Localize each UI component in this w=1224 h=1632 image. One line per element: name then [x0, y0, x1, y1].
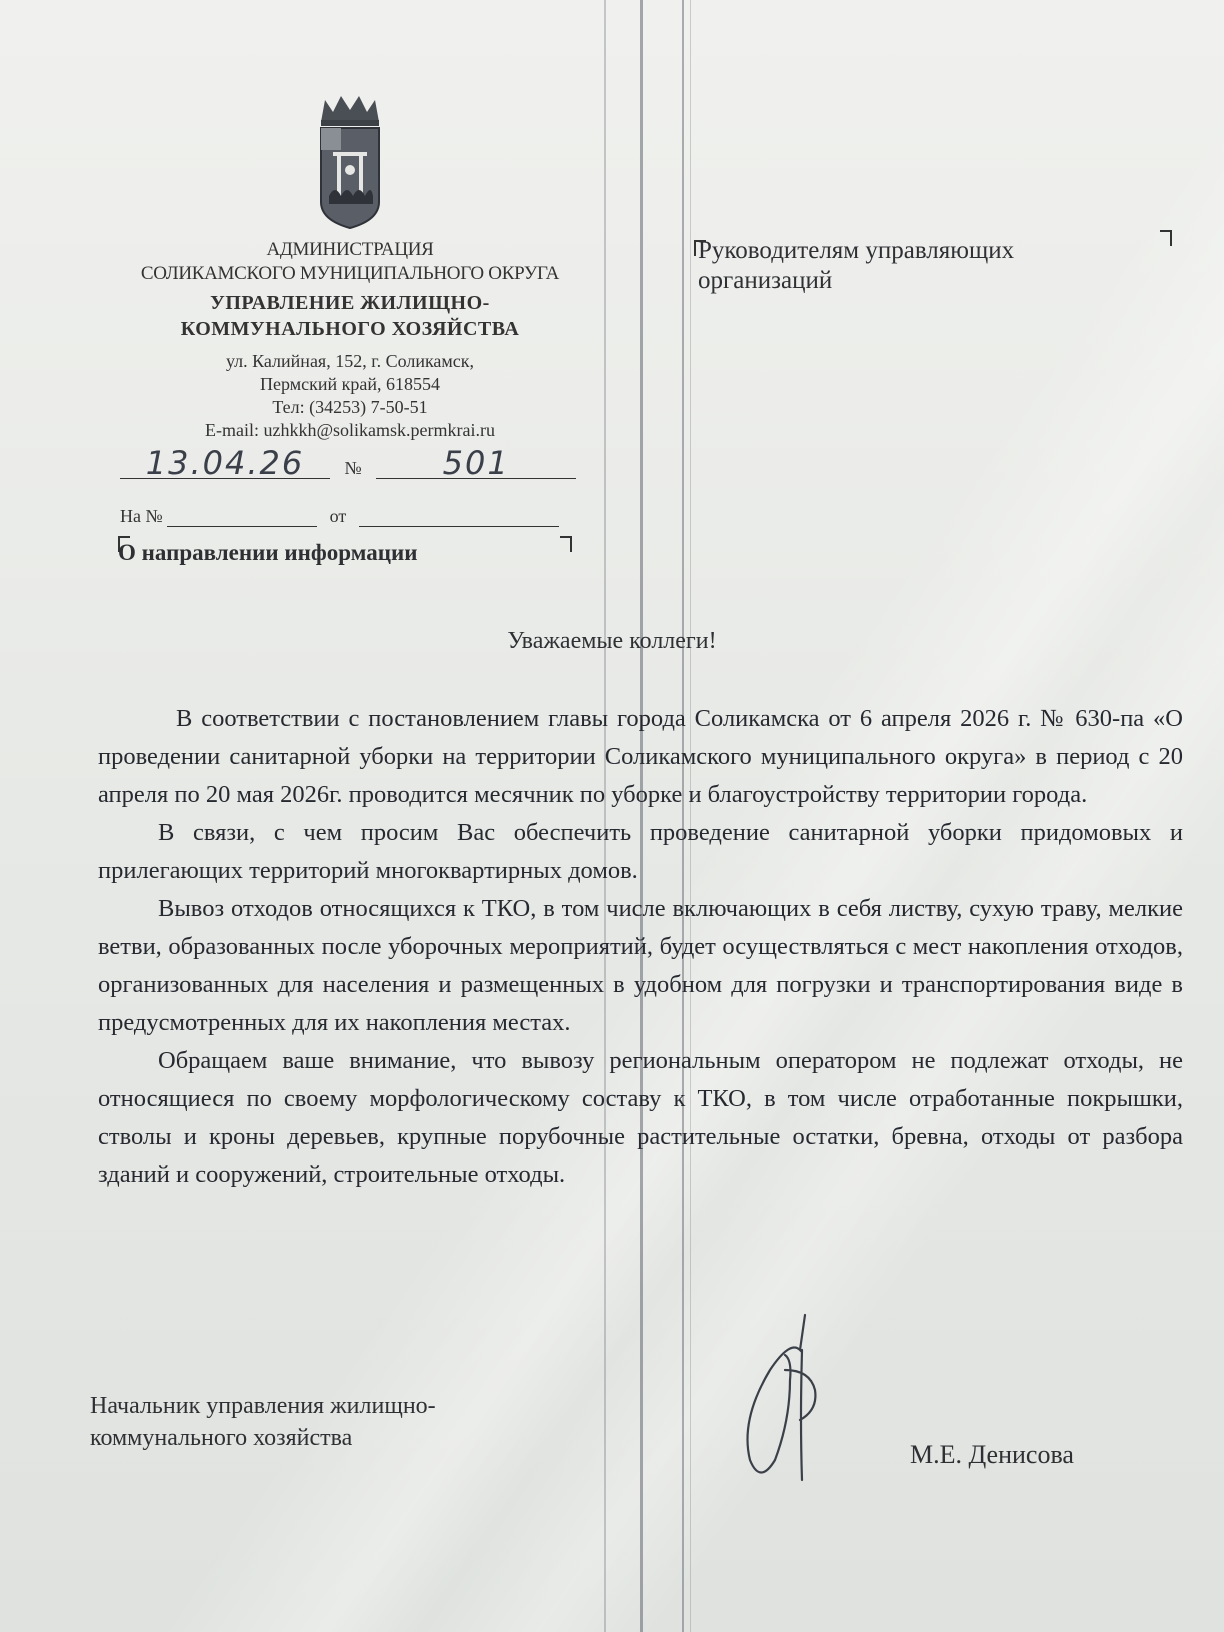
signer-title-line1: Начальник управления жилищно- — [90, 1393, 436, 1419]
signer-title — [90, 1390, 436, 1454]
coat-of-arms-icon — [315, 92, 385, 232]
body-paragraph: В соответствии с постановлением главы города Соликамска от 6 апреля 2026 г. № 630-па «О проведении санитарной уборки на территории Соликамского муниципального округа» в период с 20 апреля по 20 мая 2026г. проводится месячник по уборке и благоустройству территории города. — [98, 705, 1183, 808]
registration-date-line — [120, 444, 576, 482]
greeting: Уважаемые коллеги! — [507, 628, 717, 654]
org-name-line1: АДМИНИСТРАЦИЯ — [266, 239, 434, 260]
address-line1: ул. Калийная, 152, г. Соликамск, — [225, 351, 475, 371]
address-line2: Пермский край, 618554 — [260, 374, 440, 394]
signer-name: М.Е. Денисова — [910, 1440, 1074, 1469]
email: E-mail: uzhkkh@solikamsk.permkrai.ru — [204, 420, 495, 440]
registration-number: 501 — [376, 448, 576, 479]
body-paragraph: В связи, с чем просим Вас обеспечить проведение санитарной уборки придомовых и прилегающих территорий многоквартирных домов. — [98, 819, 1183, 884]
reference-number-blank — [167, 506, 317, 527]
phone: Тел: (34253) 7-50-51 — [272, 397, 428, 417]
number-label: № — [344, 458, 362, 478]
signer-title-line2: коммунального хозяйства — [90, 1425, 353, 1451]
handwritten-signature — [730, 1310, 840, 1490]
letterhead — [110, 92, 590, 442]
reference-label: На № — [120, 506, 163, 526]
registration-date: 13.04.26 — [120, 448, 330, 479]
dept-name-line2: КОММУНАЛЬНОГО ХОЗЯЙСТВА — [180, 318, 520, 340]
body-paragraph: Вывоз отходов относящихся к ТКО, в том числе включающих в себя листву, сухую траву, мелкие ветви, образованных после уборочных мероприятий, будет осуществляться с мест накопления отходов, организованных для населения и размещенных в удобном для погрузки и транспортирования виде в предусмотренных для их накопления местах. — [98, 895, 1183, 1036]
recipient-corner-right — [1160, 230, 1172, 246]
org-name-line2: СОЛИКАМСКОГО МУНИЦИПАЛЬНОГО ОКРУГА — [140, 263, 560, 284]
reference-from-label: от — [329, 506, 347, 526]
recipient: Руководителям управляющих организаций — [698, 237, 1015, 294]
letter-subject: О направлении информации — [118, 540, 418, 565]
body-paragraph: Обращаем ваше внимание, что вывозу региональным оператором не подлежат отходы, не относящиеся по своему морфологическому составу к ТКО, в том числе отработанные покрышки, стволы и кроны деревьев, крупные порубочные растительные остатки, бревна, отходы от разбора зданий и сооружений, строительные отходы. — [98, 1047, 1183, 1188]
dept-name-line1: УПРАВЛЕНИЕ ЖИЛИЩНО- — [210, 292, 490, 314]
letter-body — [98, 700, 1183, 1194]
subject-corner-right — [560, 536, 572, 552]
reference-line — [120, 506, 559, 527]
reference-date-blank — [359, 506, 559, 527]
